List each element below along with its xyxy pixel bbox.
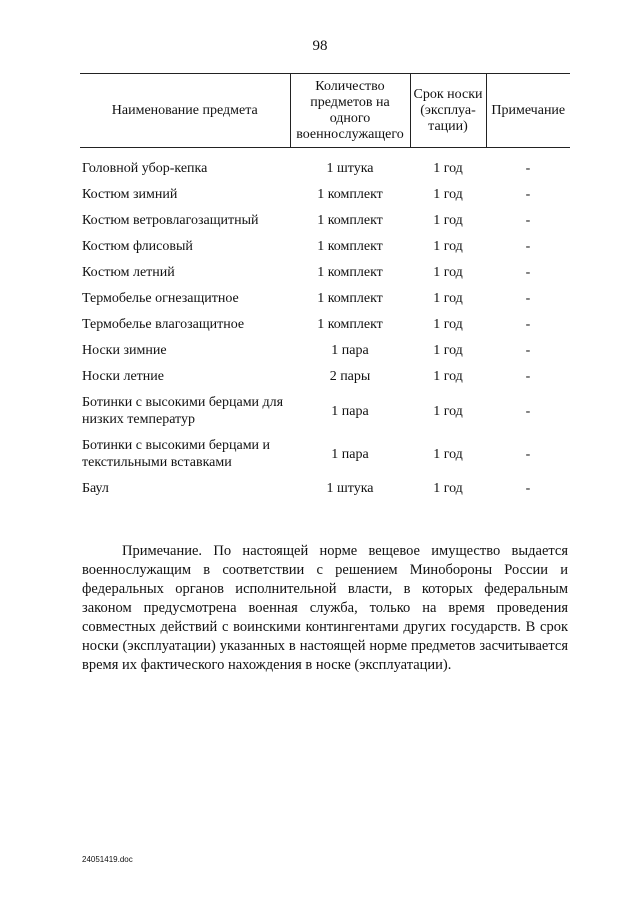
cell-term: 1 год [433,213,463,228]
cell-note: - [525,369,531,384]
cell-item-name: Костюм ветровлагозащитный [82,213,259,228]
cell-term: 1 год [433,343,463,358]
cell-item-name: Баул [82,481,109,496]
cell-term: 1 год [433,161,463,176]
cell-quantity: 1 комплект [317,265,383,280]
table-row [80,234,570,260]
cell-note: - [525,239,531,254]
table-row [80,260,570,286]
cell-quantity: 1 комплект [317,213,383,228]
cell-term: 1 год [433,265,463,280]
cell-item-name: Костюм флисовый [82,239,193,254]
cell-note: - [525,343,531,358]
cell-term: 1 год [433,239,463,254]
clothing-norm-table [80,73,570,502]
cell-quantity: 1 штука [326,481,374,496]
header-quantity: Количество предметов на одного военнослужащего [290,74,410,148]
cell-term: 1 год [433,369,463,384]
cell-item-name: Носки зимние [82,343,167,358]
table-row [80,286,570,312]
cell-quantity: 1 пара [331,403,369,419]
cell-item-name: Ботинки с высокими берцами для низких температур [82,395,284,427]
cell-term: 1 год [433,187,463,202]
cell-note: - [525,161,531,176]
cell-note: - [525,481,531,496]
cell-item-name: Головной убор-кепка [82,161,208,176]
cell-quantity: 1 пара [331,343,369,358]
cell-term: 1 год [433,481,463,496]
cell-item-name: Термобелье влагозащитное [82,317,245,332]
table-row [80,156,570,182]
cell-note: - [525,317,531,332]
cell-note: - [525,446,531,462]
cell-note: - [525,403,531,419]
cell-term: 1 год [433,446,463,462]
page-number: 98 [312,38,328,54]
cell-term: 1 год [433,317,463,332]
cell-item-name: Костюм летний [82,265,175,280]
cell-quantity: 1 комплект [317,291,383,306]
cell-note: - [525,213,531,228]
cell-quantity: 1 комплект [317,317,383,332]
table-row [80,312,570,338]
cell-note: - [525,291,531,306]
header-note: Примечание [486,74,570,148]
cell-quantity: 1 пара [331,446,369,462]
header-term: Срок носки (эксплуа-тации) [410,74,486,148]
cell-quantity: 1 штука [326,161,374,176]
cell-item-name: Термобелье огнезащитное [82,291,239,306]
table-row [80,476,570,502]
cell-quantity: 2 пары [329,369,371,384]
cell-term: 1 год [433,291,463,306]
cell-quantity: 1 комплект [317,187,383,202]
cell-term: 1 год [433,403,463,419]
cell-item-name: Носки летние [82,369,164,384]
table-body [80,148,570,502]
header-item-name: Наименование предмета [80,74,290,148]
table-row [80,208,570,234]
table-row [80,433,570,476]
cell-item-name: Ботинки с высокими берцами и текстильными вставками [82,438,271,470]
table-row [80,182,570,208]
cell-note: - [525,187,531,202]
footer-filename: 24051419.doc [82,855,133,864]
cell-quantity: 1 комплект [317,239,383,254]
table-row [80,364,570,390]
table-row [80,390,570,433]
cell-item-name: Костюм зимний [82,187,178,202]
table-header-row [80,74,570,148]
table-row [80,338,570,364]
cell-note: - [525,265,531,280]
note-paragraph: Примечание. По настоящей норме вещевое имущество выдается военнослужащим в соответствии с решением Минобороны России и федеральных органов исполнительной власти, в которых федеральным законом предусмотрена военная служба, только на время проведения совместных действий с воинскими контингентами других государств. В срок носки (эксплуатации) указанных в настоящей норме предметов засчитывается время их фактического нахождения в носке (эксплуатации). [82,543,568,673]
